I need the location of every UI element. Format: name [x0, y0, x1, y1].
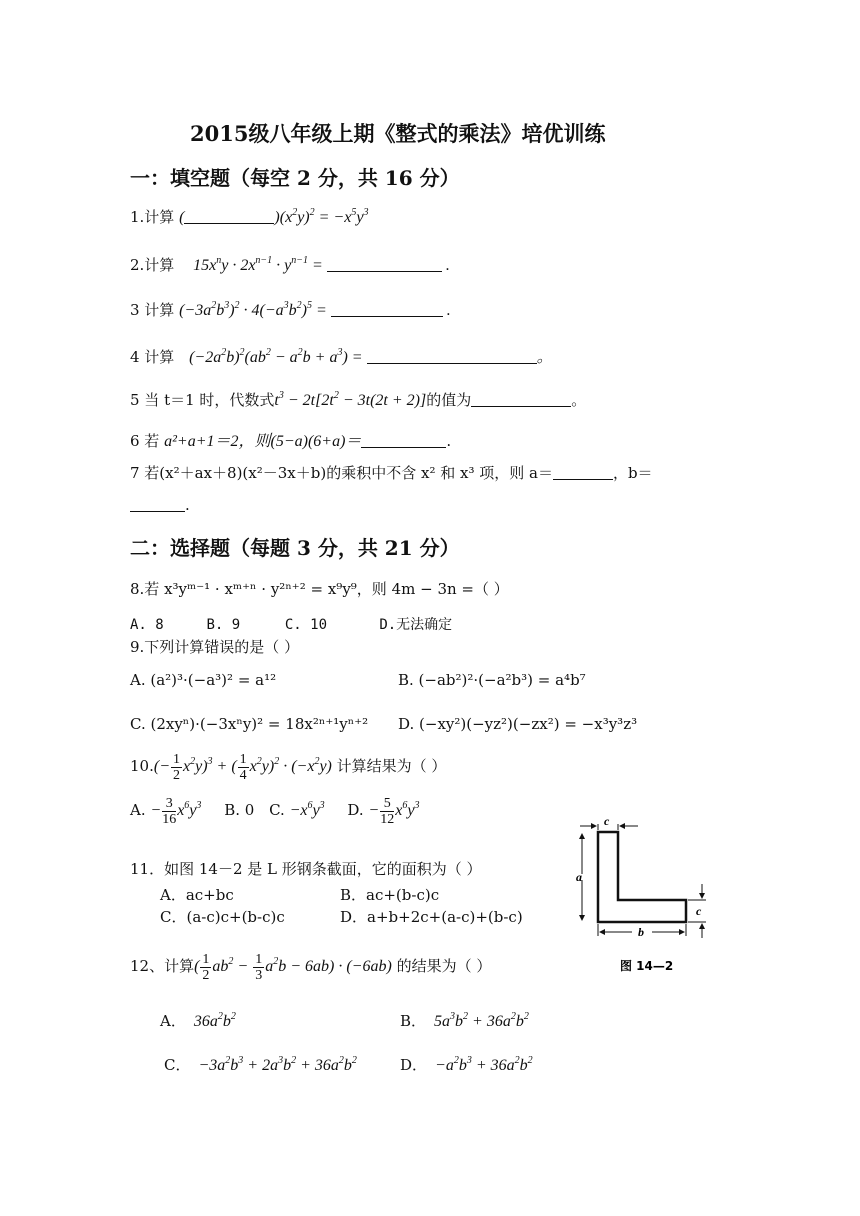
option-b: B. 9 — [206, 617, 241, 633]
option-c: C. 10 — [284, 617, 328, 633]
option-a-label: A． — [160, 1012, 186, 1030]
question-8-options — [130, 614, 452, 634]
question-7-text: 7 若(x²＋ax＋8)(x²－3x＋b)的乘积中不含 x² 和 x³ 项，则 a＝ — [130, 464, 553, 482]
question-8: 8.若 x³yᵐ⁻¹ · xᵐ⁺ⁿ · y²ⁿ⁺² = x⁹y⁹，则 4m − 3n =（ ） — [130, 580, 509, 598]
question-9-option-b: B. (−ab²)²·(−a²b³) = a⁴b⁷ — [398, 671, 586, 689]
question-11-option-c: C．(a-c)c+(b-c)c — [160, 908, 285, 926]
question-6: 6 若 a²+a+1＝2，则(5−a)(6+a)＝ . — [130, 432, 452, 450]
question-11-option-a: A．ac+bc — [160, 886, 234, 904]
question-4: 4 计算 $(-2a^2b)^2(ab^2 - a^2b + a^3)$ = 。 — [130, 347, 553, 366]
question-12: 12、计算( $\frac{1}{2}$ $ab^2$ − $\frac{1}{3}$ $a^2b - 6ab) \cdot (-6ab)$ 的结果为（ ） — [130, 952, 492, 983]
option-b: B. 0 — [224, 801, 255, 820]
question-7-blank-b: . — [130, 496, 190, 514]
option-d: D. — [347, 801, 364, 820]
question-4-prefix: 4 计算 — [130, 348, 175, 366]
question-9-option-c: C. (2xyⁿ)·(−3xⁿy)² = 18x²ⁿ⁺¹yⁿ⁺² — [130, 715, 369, 733]
question-12-suffix: 的结果为（ ） — [396, 957, 492, 976]
question-10-options: A. − $\frac{3}{16}$ $x^6y^3$ B. 0 C. $-x^6y^3$ D. − $\frac{5}{12}$ $x^6y^3$ — [130, 796, 420, 827]
question-10-suffix: 计算结果为（ ） — [336, 757, 447, 776]
question-10: 10.(− $\frac{1}{2}$ $x^2y)^3$ + ( $\frac{1}{4}$ $x^2y)^2 \cdot (-x^2y)$ 计算结果为（ ） — [130, 752, 447, 783]
question-1-prefix: 1.计算 — [130, 208, 175, 226]
question-5: 5 当 t＝1 时，代数式$t^3 - 2t[2t^2 - 3t(2t + 2)]$的值为 。 — [130, 390, 587, 409]
question-2-prefix: 2.计算 — [130, 256, 175, 274]
question-9-option-a: A. (a²)³·(−a³)² = a¹² — [130, 671, 277, 689]
label-b: b — [638, 925, 644, 939]
question-11: 11．如图 14－2 是 L 形钢条截面，它的面积为（ ） — [130, 860, 482, 878]
question-7 — [130, 462, 653, 483]
question-6-expr: a²+a+1＝2，则(5−a)(6+a)＝ — [164, 433, 362, 450]
option-a: A. — [130, 801, 146, 820]
question-5-suffix: 的值为 — [426, 391, 472, 409]
section-heading-choice: 二：选择题（每题 3 分，共 21 分） — [130, 536, 460, 560]
option-c: C. — [269, 801, 285, 820]
question-12-option-d: D． $-a^2b^3 + 36a^2b^2$ — [400, 1055, 533, 1074]
question-12-option-a: A． $36a^2b^2$ — [160, 1011, 236, 1030]
question-12-option-c: C． $-3a^2b^3 + 2a^3b^2 + 36a^2b^2$ — [164, 1055, 357, 1074]
question-9: 9.下列计算错误的是（ ） — [130, 638, 300, 656]
option-c-label: C． — [164, 1056, 191, 1074]
question-12-option-b: B． $5a^3b^2 + 36a^2b^2$ — [400, 1011, 529, 1030]
option-d-label: D． — [400, 1056, 428, 1074]
question-11-option-d: D．a+b+2c+(a-c)+(b-c) — [340, 908, 523, 926]
figure-caption: 图 14—2 — [620, 959, 674, 973]
option-d: D.无法确定 — [379, 617, 453, 633]
label-a: a — [576, 870, 582, 884]
question-6-text: 6 若 — [130, 432, 160, 450]
question-10-prefix: 10. — [130, 757, 154, 776]
question-3-prefix: 3 计算 — [130, 301, 175, 319]
label-c-right: c — [696, 904, 702, 918]
label-c-top: c — [604, 814, 610, 828]
question-5-prefix: 5 当 t＝1 时，代数式 — [130, 391, 275, 409]
question-7-mid: ，b＝ — [612, 464, 653, 482]
option-b-label: B． — [400, 1012, 427, 1030]
question-2: 2.计算 $15x^ny \cdot 2x^{n-1} \cdot y^{n-1}$ = . — [130, 255, 450, 274]
option-a: A. 8 — [130, 617, 164, 633]
question-11-option-b: B．ac+(b-c)c — [340, 886, 440, 904]
question-1: 1.计算 ( )$(x^2y)^2 = -x^5y^3$ — [130, 207, 369, 226]
figure-l-section — [574, 808, 724, 978]
question-9-option-d: D. (−xy²)(−yz²)(−zx²) = −x³y³z³ — [398, 715, 638, 733]
l-steel-diagram — [574, 808, 724, 978]
question-3: 3 计算 $(-3a^2b^3)^2 \cdot 4(-a^3b^2)^5$ = . — [130, 300, 451, 319]
question-12-prefix: 12、计算 — [130, 957, 195, 976]
page-title: 2015级八年级上期《整式的乘法》培优训练 — [190, 121, 606, 146]
section-heading-fill: 一：填空题（每空 2 分，共 16 分） — [130, 166, 460, 190]
